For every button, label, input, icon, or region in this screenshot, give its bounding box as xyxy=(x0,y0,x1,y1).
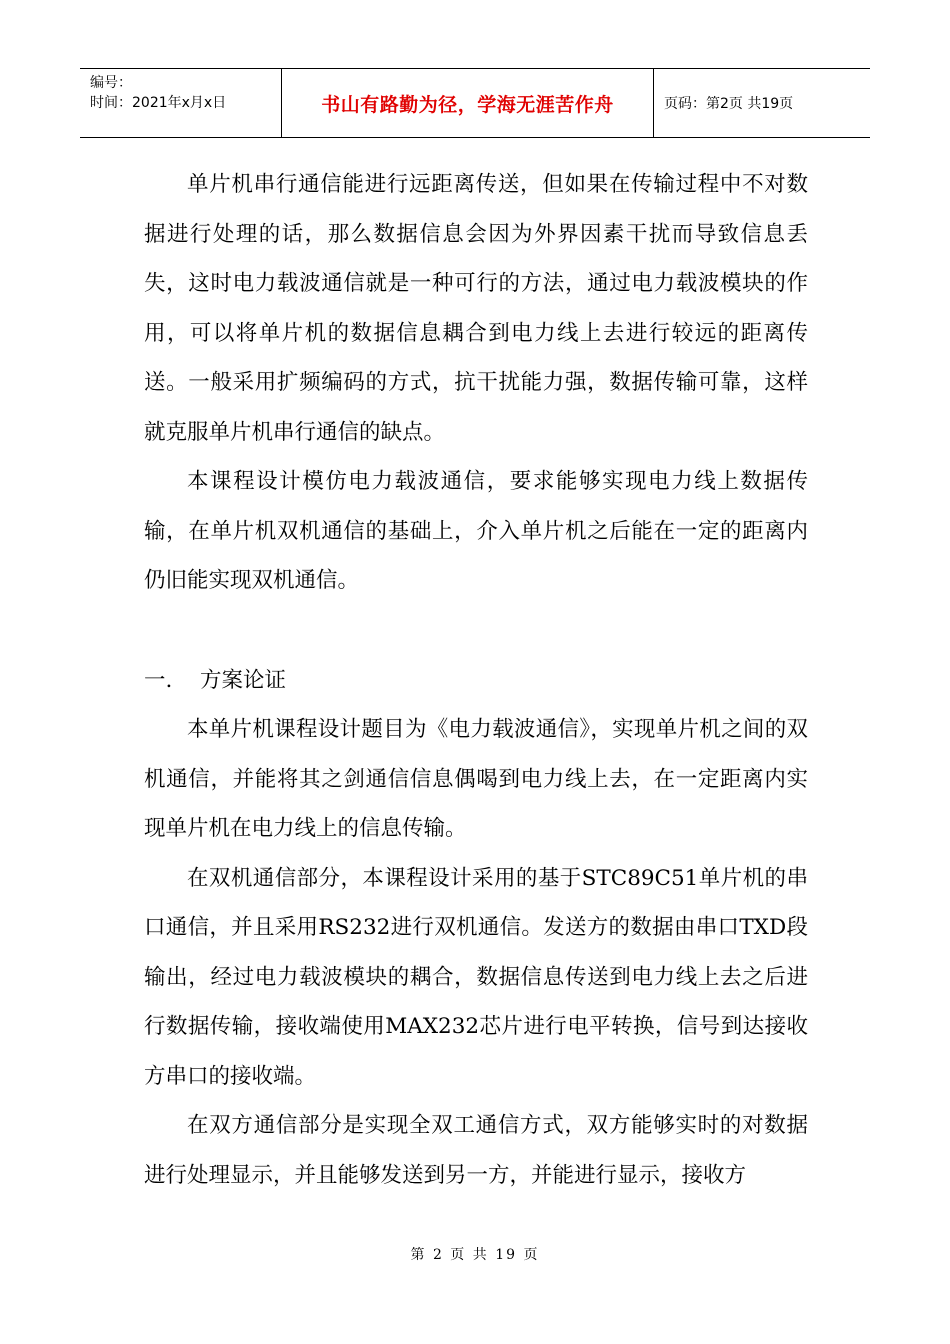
header-motto-cell xyxy=(282,69,654,137)
paragraph: 在双方通信部分是实现全双工通信方式，双方能够实时的对数据进行处理显示，并且能够发送到另一方，并能进行显示，接收方 xyxy=(144,1113,808,1188)
paragraph: 本课程设计模仿电力载波通信，要求能够实现电力线上数据传输，在单片机双机通信的基础上，介入单片机之后能在一定的距离内仍旧能实现双机通信。 xyxy=(144,469,808,593)
header-motto: 书山有路勤为径，学海无涯苦作舟 xyxy=(321,93,614,116)
section-number: 一. xyxy=(144,667,173,693)
section-heading xyxy=(144,656,808,706)
header-page-info: 页码：第2页 共19页 xyxy=(664,96,794,112)
number-label: 编号： xyxy=(90,75,132,91)
time-label: 时间：2021年x月x日 xyxy=(90,95,227,111)
header-page-cell xyxy=(654,69,870,137)
page-footer: 第 2 页 共 19 页 xyxy=(410,1247,540,1263)
section-title: 方案论证 xyxy=(200,667,287,693)
document-body xyxy=(144,160,808,1200)
paragraph: 在双机通信部分，本课程设计采用的基于STC89C51单片机的串口通信，并且采用RS232进行双机通信。发送方的数据由串口TXD段输出，经过电力载波模块的耦合，数据信息传送到电力线上去之后进行数据传输，接收端使用MAX232芯片进行电平转换，信号到达接收方串口的接收端。 xyxy=(144,865,808,1089)
spacer xyxy=(144,606,808,656)
paragraph: 本单片机课程设计题目为《电力载波通信》，实现单片机之间的双机通信，并能将其之剑通信信息偶喝到电力线上去，在一定距离内实现单片机在电力线上的信息传输。 xyxy=(144,717,808,841)
header-meta-cell xyxy=(80,69,282,137)
document-header xyxy=(80,68,870,138)
paragraph: 单片机串行通信能进行远距离传送，但如果在传输过程中不对数据进行处理的话，那么数据信息会因为外界因素干扰而导致信息丢失，这时电力载波通信就是一种可行的方法，通过电力载波模块的作用，可以将单片机的数据信息耦合到电力线上去进行较远的距离传送。一般采用扩频编码的方式，抗干扰能力强，数据传输可靠，这样就克服单片机串行通信的缺点。 xyxy=(144,172,808,445)
